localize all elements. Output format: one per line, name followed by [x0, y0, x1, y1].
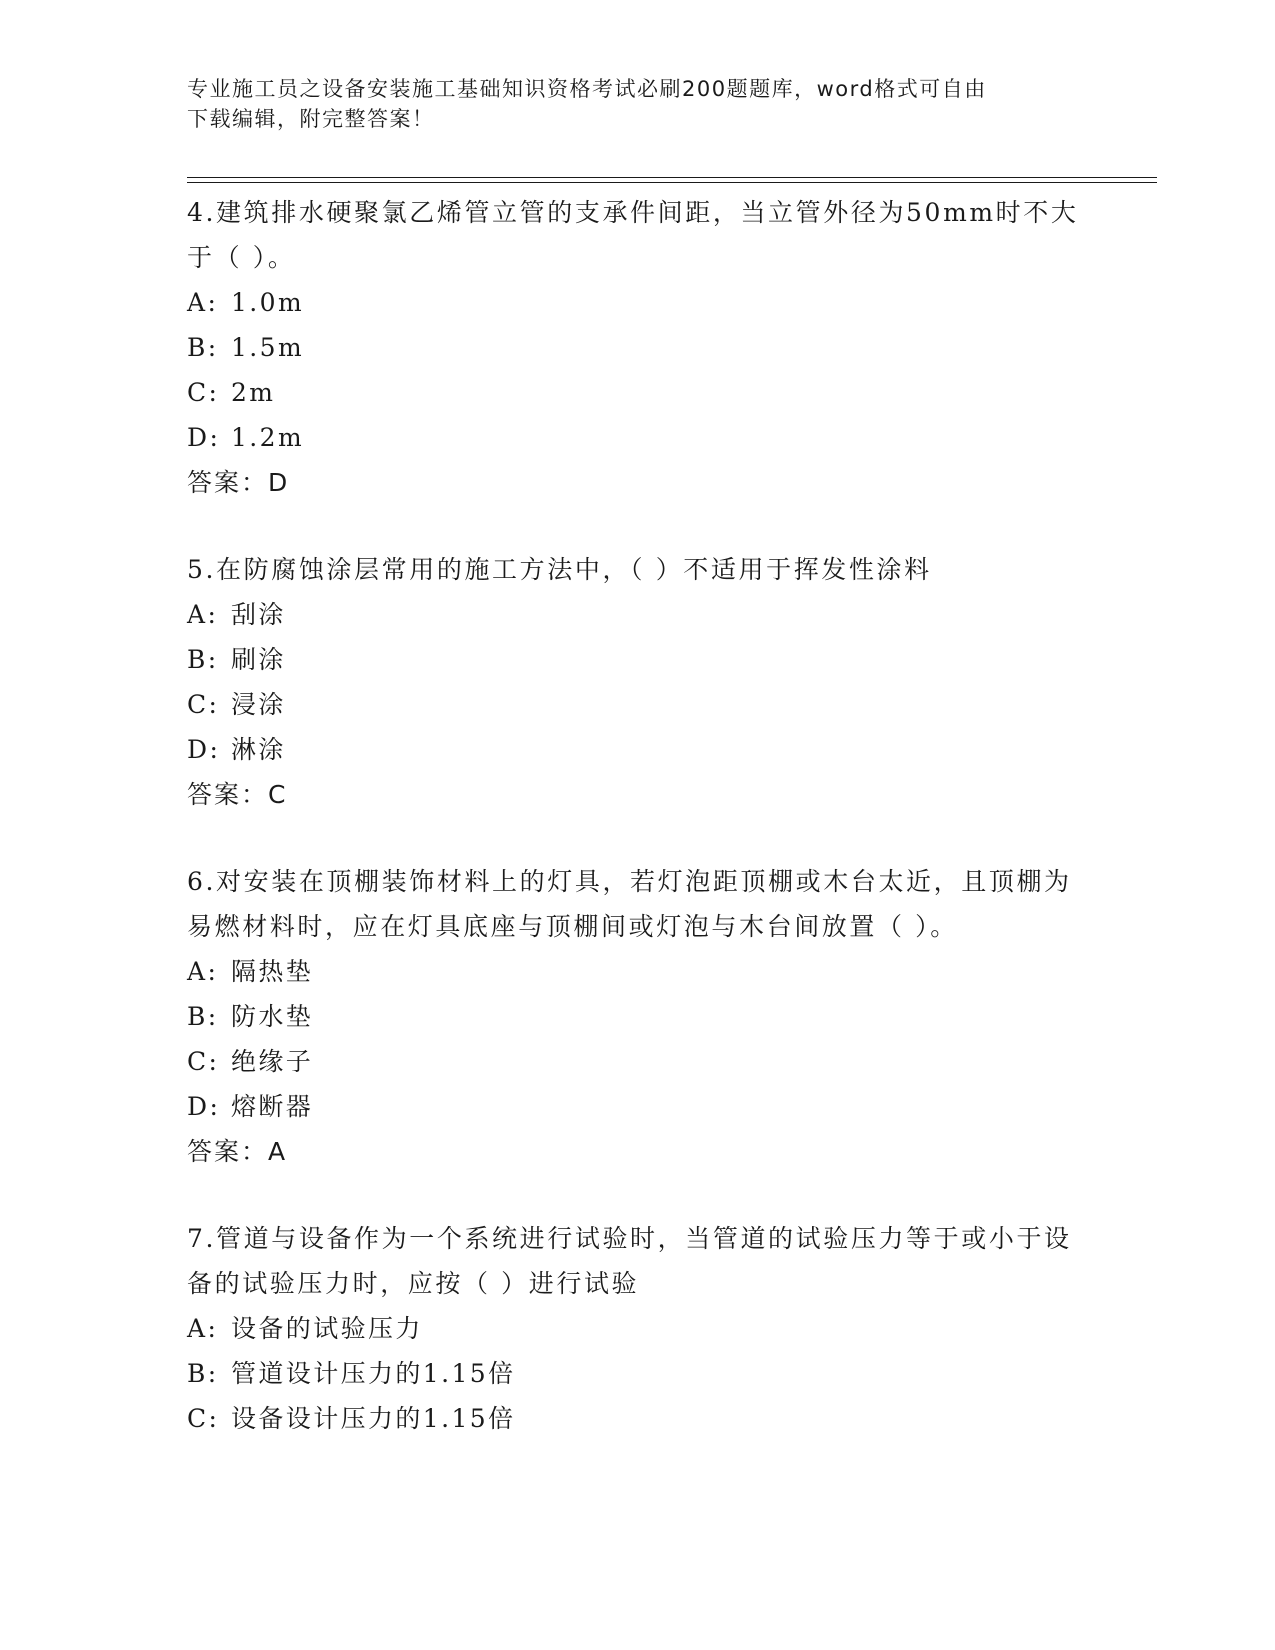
option-letter: B:: [187, 1359, 219, 1388]
option-letter: D:: [187, 1092, 221, 1121]
question-4: [187, 190, 1087, 505]
option-a: [187, 1306, 1087, 1351]
question-list: [187, 190, 1087, 1483]
header-line-1: 专业施工员之设备安装施工基础知识资格考试必刷200题题库，word格式可自由: [187, 77, 987, 101]
option-letter: B:: [187, 333, 219, 362]
answer-line: 答案：A: [187, 1137, 288, 1166]
answer-line: 答案：D: [187, 468, 290, 497]
option-text: 浸涂: [231, 690, 286, 719]
header-rule-bottom: [187, 182, 1157, 183]
option-letter: D:: [187, 735, 221, 764]
option-a: [187, 280, 1087, 325]
option-text: 1.0m: [231, 288, 305, 317]
option-c: [187, 682, 1087, 727]
option-c: [187, 1039, 1087, 1084]
option-letter: C:: [187, 690, 220, 719]
header-rule-top: [187, 177, 1157, 178]
option-text: 熔断器: [231, 1092, 314, 1121]
option-text: 1.2m: [231, 423, 305, 452]
option-text: 隔热垫: [231, 957, 314, 986]
option-c: [187, 370, 1087, 415]
option-a: [187, 592, 1087, 637]
answer-line: 答案：C: [187, 780, 288, 809]
question-7: [187, 1216, 1087, 1441]
option-b: [187, 1351, 1087, 1396]
question-text: 5.在防腐蚀涂层常用的施工方法中，（ ）不适用于挥发性涂料: [187, 555, 932, 584]
option-letter: C:: [187, 1404, 220, 1433]
header-line-2: 下载编辑，附完整答案！: [187, 107, 435, 131]
option-letter: C:: [187, 1047, 220, 1076]
option-letter: A:: [187, 288, 219, 317]
question-6: [187, 859, 1087, 1174]
option-letter: B:: [187, 645, 219, 674]
question-text: 7.管道与设备作为一个系统进行试验时，当管道的试验压力等于或小于设备的试验压力时，应按（ ）进行试验: [187, 1224, 1072, 1298]
option-letter: D:: [187, 423, 221, 452]
option-text: 设备设计压力的1.15倍: [231, 1404, 516, 1433]
option-a: [187, 949, 1087, 994]
option-letter: A:: [187, 957, 219, 986]
option-d: [187, 415, 1087, 460]
option-text: 淋涂: [231, 735, 286, 764]
question-text: 4.建筑排水硬聚氯乙烯管立管的支承件间距，当立管外径为50mm时不大于（ ）。: [187, 198, 1079, 272]
option-text: 绝缘子: [231, 1047, 314, 1076]
option-text: 刮涂: [231, 600, 286, 629]
question-5: [187, 547, 1087, 817]
option-b: [187, 637, 1087, 682]
option-d: [187, 727, 1087, 772]
option-b: [187, 994, 1087, 1039]
option-letter: B:: [187, 1002, 219, 1031]
option-text: 防水垫: [231, 1002, 314, 1031]
question-text: 6.对安装在顶棚装饰材料上的灯具，若灯泡距顶棚或木台太近，且顶棚为易燃材料时，应在灯具底座与顶棚间或灯泡与木台间放置（ ）。: [187, 867, 1072, 941]
option-text: 刷涂: [231, 645, 286, 674]
document-header: [187, 74, 1087, 134]
option-text: 设备的试验压力: [231, 1314, 423, 1343]
option-letter: A:: [187, 1314, 219, 1343]
option-letter: C:: [187, 378, 220, 407]
option-c: [187, 1396, 1087, 1441]
option-d: [187, 1084, 1087, 1129]
option-b: [187, 325, 1087, 370]
option-text: 管道设计压力的1.15倍: [231, 1359, 516, 1388]
option-text: 1.5m: [231, 333, 305, 362]
option-text: 2m: [231, 378, 276, 407]
option-letter: A:: [187, 600, 219, 629]
